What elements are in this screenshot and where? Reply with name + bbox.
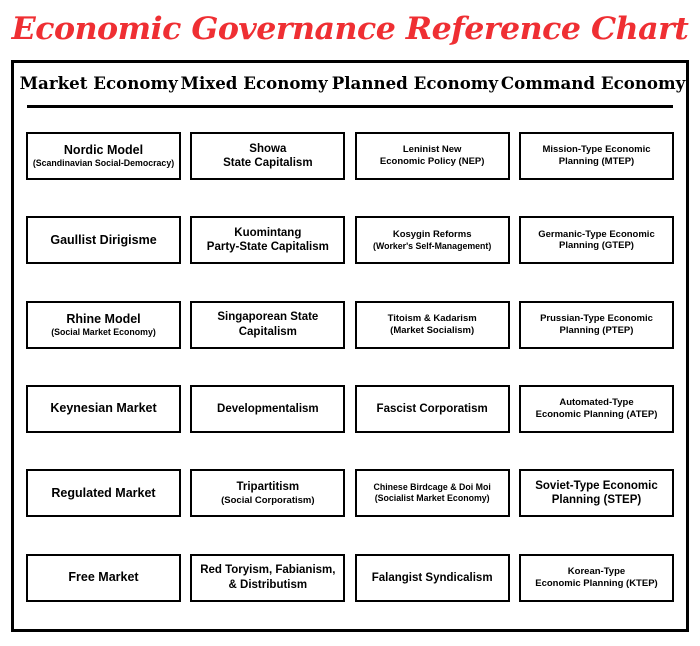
- cell-line: Regulated Market: [51, 485, 156, 500]
- cell-line: Economic Planning (KTEP): [535, 577, 658, 589]
- chart-cell[interactable]: [355, 385, 510, 433]
- cell-line: Singaporean State: [217, 311, 319, 324]
- cell-line: Mission-Type Economic: [542, 144, 651, 156]
- cell-line: Soviet-Type Economic: [535, 480, 658, 493]
- chart-cell[interactable]: [190, 554, 345, 602]
- chart-row: [26, 451, 674, 535]
- chart-cell[interactable]: [519, 385, 674, 433]
- cell-line: Prussian-Type Economic: [540, 312, 653, 324]
- cell-line: Party-State Capitalism: [206, 241, 329, 254]
- chart-cell[interactable]: [26, 132, 181, 180]
- chart-cell[interactable]: [26, 469, 181, 517]
- cell-line: (Socialist Market Economy): [374, 493, 490, 504]
- cell-line: Economic Planning (ATEP): [535, 409, 658, 421]
- cell-line: Planning (MTEP): [558, 156, 635, 168]
- chart-cell[interactable]: [519, 554, 674, 602]
- chart-cell[interactable]: [190, 301, 345, 349]
- chart-cell[interactable]: [355, 301, 510, 349]
- cell-line: Economic Policy (NEP): [379, 156, 485, 168]
- chart-cell[interactable]: [190, 216, 345, 264]
- chart-cell[interactable]: [190, 132, 345, 180]
- cell-line: State Capitalism: [223, 157, 313, 170]
- chart-row: [26, 198, 674, 282]
- cell-line: Developmentalism: [217, 402, 319, 415]
- cell-line: Free Market: [68, 569, 139, 584]
- cell-line: Tripartitism: [236, 481, 300, 494]
- cell-line: (Worker's Self-Management): [373, 240, 492, 251]
- column-header-market-economy: Market Economy: [19, 74, 178, 94]
- cell-line: Falangist Syndicalism: [371, 571, 493, 584]
- chart-cell[interactable]: [519, 469, 674, 517]
- cell-line: Chinese Birdcage & Doi Moi: [373, 482, 491, 493]
- cell-line: & Distributism: [228, 578, 308, 591]
- chart-cell[interactable]: [355, 469, 510, 517]
- chart-cell[interactable]: [519, 301, 674, 349]
- chart-row: [26, 114, 674, 198]
- cell-line: (Social Corporatism): [221, 494, 315, 506]
- cell-line: Germanic-Type Economic: [538, 228, 655, 240]
- chart-cell[interactable]: [355, 554, 510, 602]
- page-title: Economic Governance Reference Chart: [11, 11, 689, 47]
- cell-line: Red Toryism, Fabianism,: [200, 564, 336, 577]
- chart-cell[interactable]: [355, 132, 510, 180]
- cell-line: Planning (PTEP): [559, 324, 634, 336]
- chart-cell[interactable]: [519, 132, 674, 180]
- cell-line: Keynesian Market: [50, 401, 157, 416]
- chart-cell[interactable]: [26, 216, 181, 264]
- chart-cell[interactable]: [26, 385, 181, 433]
- cell-line: Korean-Type: [567, 565, 626, 577]
- chart-cell[interactable]: [355, 216, 510, 264]
- chart-row: [26, 283, 674, 367]
- cell-line: Titoism & Kadarism: [387, 312, 477, 324]
- chart-row: [26, 367, 674, 451]
- column-header-row: [14, 63, 686, 105]
- chart-cell[interactable]: [26, 554, 181, 602]
- cell-line: (Social Market Economy): [51, 327, 156, 338]
- chart-cell[interactable]: [190, 469, 345, 517]
- cell-line: Planning (STEP): [551, 494, 642, 507]
- chart-frame: [11, 60, 689, 632]
- cell-line: Nordic Model: [63, 142, 144, 157]
- cell-line: Kuomintang: [234, 227, 302, 240]
- column-header-mixed-economy: Mixed Economy: [180, 74, 329, 94]
- cell-line: (Market Socialism): [390, 324, 475, 336]
- chart-cell[interactable]: [519, 216, 674, 264]
- cell-line: Leninist New: [402, 144, 462, 156]
- chart-cell[interactable]: [26, 301, 181, 349]
- column-header-planned-economy: Planned Economy: [331, 74, 498, 94]
- column-header-command-economy: Command Economy: [501, 74, 686, 94]
- chart-row: [26, 536, 674, 620]
- cell-line: (Scandinavian Social-Democracy): [32, 158, 175, 169]
- cell-line: Planning (GTEP): [559, 240, 634, 252]
- cell-line: Capitalism: [238, 325, 297, 338]
- cell-line: Showa: [249, 142, 287, 155]
- cell-line: Gaullist Dirigisme: [50, 232, 157, 247]
- cell-line: Fascist Corporatism: [376, 402, 488, 415]
- cell-line: Automated-Type: [559, 397, 634, 409]
- chart-cell[interactable]: [190, 385, 345, 433]
- cell-line: Kosygin Reforms: [392, 229, 472, 241]
- chart-grid: [14, 108, 686, 626]
- cell-line: Rhine Model: [66, 311, 141, 326]
